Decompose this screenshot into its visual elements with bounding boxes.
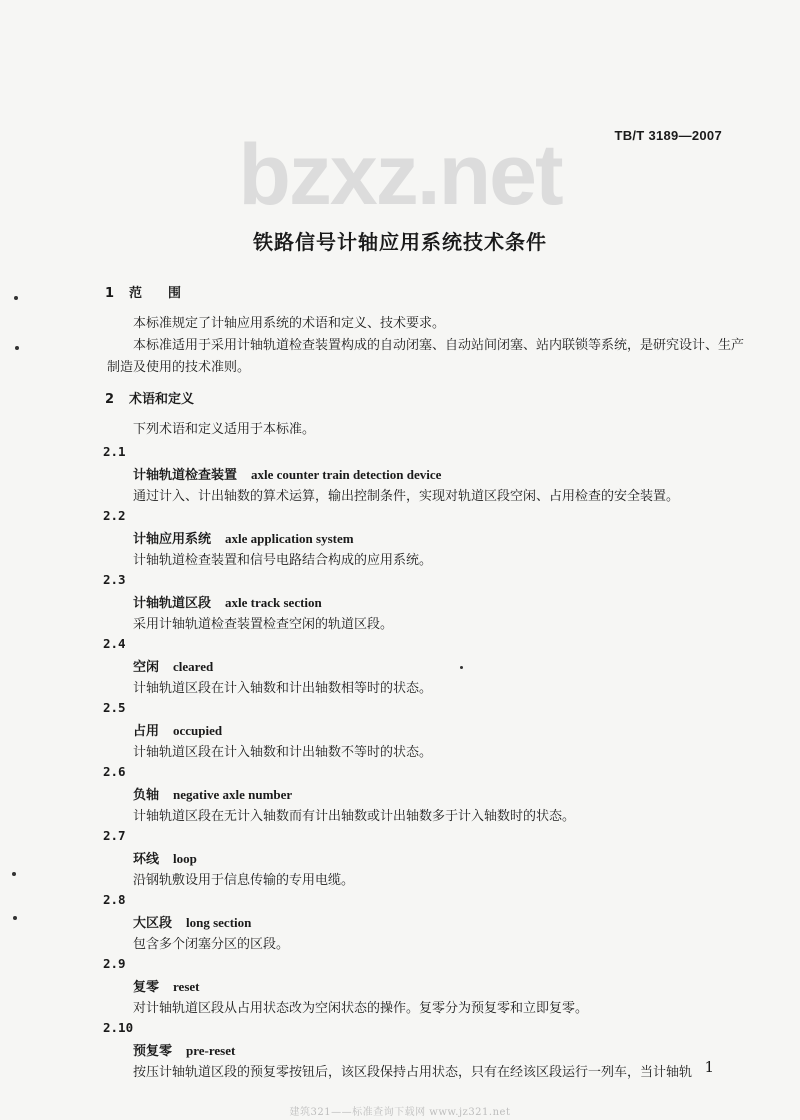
paragraph: 本标准规定了计轴应用系统的术语和定义、技术要求。 xyxy=(133,316,446,331)
section-number: 1 xyxy=(105,286,115,301)
section-title: 术语和定义 xyxy=(129,392,195,407)
term-definition: 按压计轴轨道区段的预复零按钮后，该区段保持占用状态，只有在经该区段运行一列车，当计轴轨 xyxy=(133,1065,693,1080)
clause-number: 2.5 xyxy=(103,700,126,715)
section-number: 2 xyxy=(105,392,115,407)
clause-number: 2.6 xyxy=(103,764,126,779)
paragraph: 本标准适用于采用计轴轨道检查装置构成的自动闭塞、自动站间闭塞、站内联锁等系统，是研究设计、生产制造及使用的技术准则。 xyxy=(107,338,745,375)
term-en: negative axle number xyxy=(173,787,293,802)
scan-speck xyxy=(14,296,18,300)
clause-number: 2.4 xyxy=(103,636,126,651)
scan-speck xyxy=(15,346,19,350)
clause-number: 2.2 xyxy=(103,508,126,523)
term-en: pre-reset xyxy=(186,1043,236,1058)
scan-speck xyxy=(12,872,16,876)
term-heading xyxy=(133,528,354,547)
term-zh: 计轴轨道检查装置 xyxy=(133,468,238,483)
standard-code: TB/T 3189—2007 xyxy=(614,128,722,143)
term-zh: 大区段 xyxy=(133,916,173,931)
term-zh: 负轴 xyxy=(133,788,160,803)
term-heading xyxy=(133,1040,235,1059)
term-definition: 计轴轨道区段在计入轴数和计出轴数不等时的状态。 xyxy=(133,745,433,760)
term-heading xyxy=(133,848,197,867)
term-heading xyxy=(133,592,322,611)
term-zh: 复零 xyxy=(133,980,160,995)
clause-number: 2.8 xyxy=(103,892,126,907)
term-en: axle application system xyxy=(225,531,354,546)
clause-number: 2.7 xyxy=(103,828,126,843)
term-zh: 空闲 xyxy=(133,660,160,675)
term-en: long section xyxy=(186,915,252,930)
term-heading xyxy=(133,656,213,675)
term-heading xyxy=(133,912,251,931)
clause-number: 2.10 xyxy=(103,1020,134,1035)
term-definition: 采用计轴轨道检查装置检查空闲的轨道区段。 xyxy=(133,617,394,632)
term-definition: 对计轴轨道区段从占用状态改为空闲状态的操作。复零分为预复零和立即复零。 xyxy=(133,1001,589,1016)
term-en: cleared xyxy=(173,659,214,674)
term-definition: 计轴轨道区段在计入轴数和计出轴数相等时的状态。 xyxy=(133,681,433,696)
term-definition: 包含多个闭塞分区的区段。 xyxy=(133,937,290,952)
term-heading xyxy=(133,784,292,803)
term-heading xyxy=(133,720,222,739)
section-2-heading xyxy=(105,388,194,407)
term-heading xyxy=(133,464,441,483)
term-heading xyxy=(133,976,199,995)
term-zh: 计轴轨道区段 xyxy=(133,596,212,611)
term-en: axle counter train detection device xyxy=(251,467,442,482)
watermark: bzxz.net xyxy=(238,127,562,223)
term-definition: 计轴轨道区段在无计入轴数而有计出轴数或计出轴数多于计入轴数时的状态。 xyxy=(133,809,576,824)
term-en: occupied xyxy=(173,723,223,738)
clause-number: 2.1 xyxy=(103,444,126,459)
term-zh: 环线 xyxy=(133,852,160,867)
page-number: 1 xyxy=(704,1058,714,1076)
term-zh: 占用 xyxy=(133,724,160,739)
document-title: 铁路信号计轴应用系统技术条件 xyxy=(253,230,547,254)
term-en: axle track section xyxy=(225,595,322,610)
term-en: reset xyxy=(173,979,200,994)
section-title: 范围 xyxy=(129,286,208,301)
term-zh: 计轴应用系统 xyxy=(133,532,212,547)
term-definition: 沿钢轨敷设用于信息传输的专用电缆。 xyxy=(133,873,355,888)
clause-number: 2.9 xyxy=(103,956,126,971)
section-1-heading xyxy=(105,282,207,301)
term-en: loop xyxy=(173,851,197,866)
paragraph: 下列术语和定义适用于本标准。 xyxy=(133,422,316,437)
term-definition: 计轴轨道检查装置和信号电路结合构成的应用系统。 xyxy=(133,553,433,568)
term-definition: 通过计入、计出轴数的算术运算，输出控制条件，实现对轨道区段空闲、占用检查的安全装置。 xyxy=(133,489,680,504)
scan-speck xyxy=(460,666,463,669)
clause-number: 2.3 xyxy=(103,572,126,587)
term-zh: 预复零 xyxy=(133,1044,173,1059)
footer-watermark: 建筑321——标准查询下载网 www.jz321.net xyxy=(289,1107,511,1118)
scan-speck xyxy=(13,916,17,920)
